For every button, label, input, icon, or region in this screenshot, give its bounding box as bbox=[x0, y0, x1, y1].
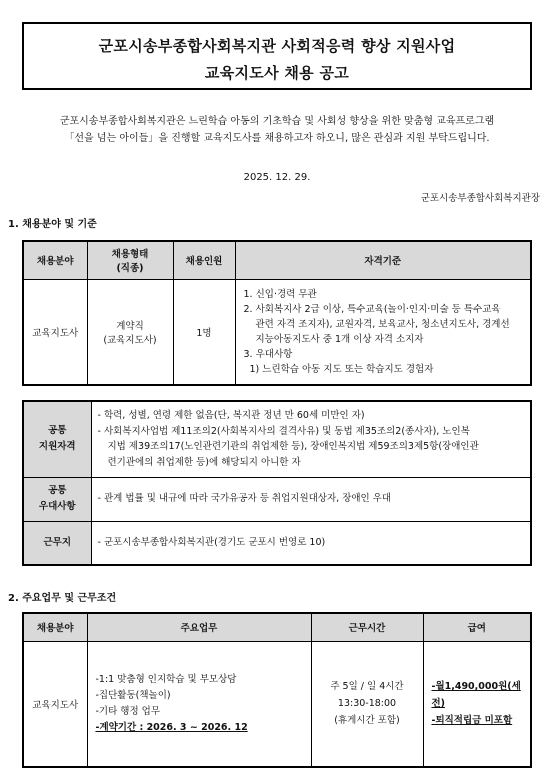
duty-line: -집단활동(책놀이) bbox=[95, 689, 171, 701]
section-2-heading: 2. 주요업무 및 근무조건 bbox=[8, 593, 117, 604]
cell-field: 교육지도사 bbox=[23, 279, 87, 385]
qual-line: 3. 우대사항 bbox=[243, 348, 293, 360]
cell-type bbox=[87, 279, 173, 385]
cell-type-line-1: 계약직 bbox=[116, 320, 144, 332]
common-requirements-table bbox=[22, 400, 532, 566]
cell-count: 1명 bbox=[173, 279, 235, 385]
qualification-line: 지법 제39조의17(노인관련기관의 취업제한 등), 장애인복지법 제59조의3제5항(장애인관 bbox=[107, 441, 479, 453]
common-preference-text: - 관계 법률 및 내규에 따라 국가유공자 등 취업지원대상자, 장애인 우대 bbox=[91, 477, 531, 521]
header-type-line-2: (직종) bbox=[116, 263, 144, 275]
duty-line: -기타 행정 업무 bbox=[95, 705, 161, 717]
duties-conditions-table bbox=[22, 612, 532, 768]
common-qualification-text bbox=[91, 401, 531, 477]
label-common-preference bbox=[23, 477, 91, 521]
label-line-1: 공통 bbox=[48, 425, 67, 437]
cell-qualification bbox=[235, 279, 531, 385]
cell-duties bbox=[87, 641, 311, 767]
header-pay: 급여 bbox=[423, 613, 531, 641]
hours-line: 13:30-18:00 bbox=[337, 698, 397, 710]
qualification-line: 련기관에의 취업제한 등)에 해당되지 아니한 자 bbox=[107, 456, 301, 468]
cell-type-line-2: (교육지도사) bbox=[103, 334, 157, 346]
header-field: 채용분야 bbox=[23, 241, 87, 279]
qual-line: 지능아동지도사 중 1개 이상 자격 소지자 bbox=[255, 333, 424, 345]
label-line-2: 지원자격 bbox=[38, 441, 76, 453]
pay-severance-note: -퇴직적립금 미포함 bbox=[431, 715, 513, 727]
label-workplace: 근무지 bbox=[23, 521, 91, 565]
cell-hours bbox=[311, 641, 423, 767]
pay-monthly: -월1,490,000원(세전) bbox=[431, 681, 521, 710]
qual-line: 관련 자격 조지자), 교원자격, 보육교사, 청소년지도사, 경계선 bbox=[255, 318, 510, 330]
label-line-1: 공통 bbox=[48, 485, 67, 496]
title-box bbox=[22, 22, 532, 90]
qualification-line: - 사회복지사업법 제11조의2(사회복지사의 결격사유) 및 동법 제35조의2(종사자), 노인복 bbox=[97, 425, 470, 437]
qual-line: 1. 신입·경력 무관 bbox=[243, 288, 317, 300]
intro-line-1: 군포시송부종합사회복지관은 느린학습 아동의 기초학습 및 사회성 향상을 위한 맞춤형 교육프로그램 bbox=[59, 116, 495, 127]
qual-line: 2. 사회복지사 2급 이상, 특수교육(놀이·인지·미술 등 특수교육 bbox=[243, 303, 501, 315]
workplace-text: - 군포시송부종합사회복지관(경기도 군포시 번영로 10) bbox=[91, 521, 531, 565]
intro-line-2: 「선을 넘는 아이들」을 진행할 교육지도사를 채용하고자 하오니, 많은 관심과 지원 부탁드립니다. bbox=[64, 133, 490, 144]
recruitment-table bbox=[22, 240, 532, 386]
organization-signature: 군포시송부종합사회복지관장 bbox=[420, 193, 540, 204]
qual-line: 1) 느린학습 아동 지도 또는 학습지도 경험자 bbox=[249, 363, 434, 375]
header-hours: 근무시간 bbox=[311, 613, 423, 641]
header-field: 채용분야 bbox=[23, 613, 87, 641]
cell-field: 교육지도사 bbox=[23, 641, 87, 767]
hours-line: (휴게시간 포함) bbox=[334, 715, 400, 727]
header-type bbox=[87, 241, 173, 279]
contract-period: -계약기간 : 2026. 3 ~ 2026. 12 bbox=[95, 721, 248, 733]
header-type-line-1: 채용형태 bbox=[111, 249, 149, 261]
header-duties: 주요업무 bbox=[87, 613, 311, 641]
announcement-date: 2025. 12. 29. bbox=[243, 172, 311, 183]
header-qualification: 자격기준 bbox=[235, 241, 531, 279]
qualification-line: - 학력, 성별, 연령 제한 없음(단, 복지관 정년 만 60세 미만인 자) bbox=[97, 410, 365, 422]
label-common-qualification bbox=[23, 401, 91, 477]
header-count: 채용인원 bbox=[173, 241, 235, 279]
label-line-2: 우대사항 bbox=[38, 501, 76, 512]
hours-line: 주 5일 / 일 4시간 bbox=[330, 681, 404, 693]
title-line-2: 교육지도사 채용 공고 bbox=[204, 64, 350, 82]
title-line-1: 군포시송부종합사회복지관 사회적응력 향상 지원사업 bbox=[98, 37, 456, 55]
intro-text bbox=[0, 113, 554, 147]
cell-pay bbox=[423, 641, 531, 767]
duty-line: -1:1 맞춤형 인지학습 및 부모상담 bbox=[95, 673, 237, 685]
section-1-heading: 1. 채용분야 및 기준 bbox=[8, 219, 97, 230]
